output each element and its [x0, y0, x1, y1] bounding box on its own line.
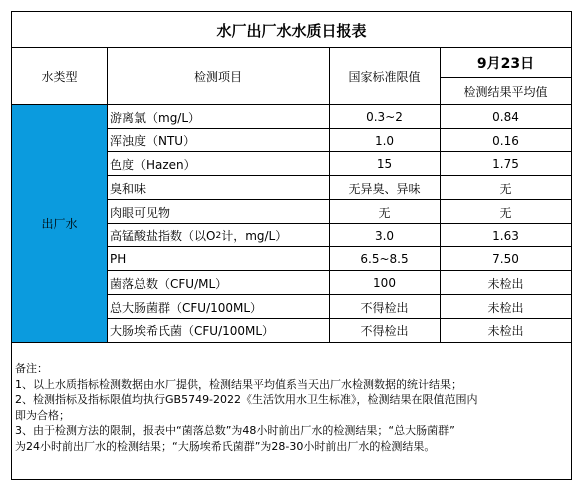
row-item-subscript: 2	[215, 230, 222, 241]
row-standard: 0.3~2	[366, 110, 403, 124]
row-result: 0.84	[492, 110, 519, 124]
row-result: 1.63	[492, 228, 519, 243]
grid-line	[107, 270, 571, 271]
grid-line	[12, 47, 571, 48]
grid-line	[107, 175, 571, 176]
grid-line	[107, 128, 571, 129]
note-line: 2、检测指标及指标限值均执行GB5749-2022《生活饮用水卫生标准》，检测结果在限值范围内	[15, 393, 478, 406]
row-item-suffix: 计，mg/L）	[221, 229, 288, 243]
row-standard: 无异臭、异味	[348, 181, 421, 196]
row-result: 1.75	[492, 157, 519, 171]
note-line: 为24小时前出厂水的检测结果；“大肠埃希氏菌群”为28-30小时前出厂水的检测结果。	[15, 439, 436, 453]
grid-line	[107, 151, 571, 152]
row-item: 总大肠菌群（CFU/100ML）	[110, 300, 263, 315]
note-line: 即为合格；	[15, 408, 70, 422]
row-standard: 100	[373, 276, 396, 290]
row-standard: 3.0	[374, 228, 395, 243]
notes-section	[15, 361, 569, 454]
grid-line	[12, 342, 571, 343]
note-line: 1、以上水质指标检测数据由水厂提供，检测结果平均值系当天出厂水检测数据的统计结果；	[15, 377, 462, 391]
row-standard: 6.5~8.5	[360, 252, 409, 266]
grid-line	[440, 77, 571, 78]
category-label: 出厂水	[41, 217, 78, 231]
header-standard: 国家标准限值	[348, 70, 421, 84]
header-result: 检测结果平均值	[463, 85, 548, 99]
row-standard: 不得检出	[360, 300, 409, 315]
grid-line	[107, 246, 571, 247]
row-standard: 不得检出	[360, 324, 409, 338]
header-date: 9月23日	[476, 56, 535, 72]
row-item: 菌落总数（CFU/ML）	[110, 276, 228, 291]
row-item	[107, 224, 329, 247]
grid-line	[107, 199, 571, 200]
row-item: PH	[110, 252, 127, 266]
water-quality-report	[11, 11, 572, 480]
row-item: 臭和味	[110, 181, 147, 196]
header-item: 检测项目	[193, 70, 242, 84]
row-result: 未检出	[487, 324, 524, 338]
row-standard: 15	[376, 157, 393, 171]
report-title: 水厂出厂水水质日报表	[216, 21, 367, 40]
row-standard: 1.0	[374, 133, 395, 148]
grid-line	[440, 48, 441, 343]
grid-line	[12, 104, 571, 105]
header-water-type: 水类型	[41, 70, 78, 84]
row-item: 色度（Hazen）	[110, 157, 196, 172]
note-line: 3、由于检测方法的限制，报表中“菌落总数”为48小时前出厂水的检测结果；“总大肠菌群”	[15, 424, 455, 437]
row-item: 大肠埃希氏菌（CFU/100ML）	[110, 324, 275, 338]
row-standard: 无	[378, 205, 391, 220]
row-item: 肉眼可见物	[110, 205, 171, 220]
row-result: 未检出	[487, 276, 524, 291]
row-result: 0.16	[492, 133, 519, 148]
grid-line	[107, 223, 571, 224]
notes-heading: 备注：	[15, 362, 48, 375]
row-item-prefix: 高锰酸盐指数（以O	[110, 229, 216, 243]
grid-line	[107, 318, 571, 319]
grid-line	[329, 48, 330, 343]
row-item: 浑浊度（NTU）	[110, 134, 196, 148]
row-item: 游离氯（mg/L）	[110, 110, 201, 125]
row-result: 7.50	[492, 252, 519, 266]
grid-line	[107, 48, 108, 343]
grid-line	[107, 294, 571, 295]
row-result: 无	[499, 181, 512, 196]
row-result: 无	[499, 205, 512, 220]
row-result: 未检出	[487, 300, 524, 315]
